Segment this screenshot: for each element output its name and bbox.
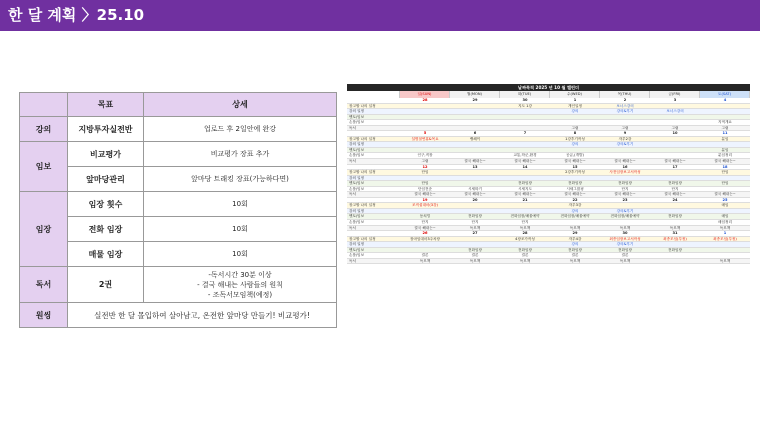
calendar-cell: 결론 <box>571 253 579 258</box>
calendar-cell: 독모책 <box>469 258 481 263</box>
date-row-label <box>347 98 400 103</box>
calendar-row-label: 장고할 나의 일정 <box>349 103 376 108</box>
detail-cell: 10회 <box>144 242 337 267</box>
category-reading: 독서 <box>20 267 68 303</box>
calendar-cell: 결국 해내는~ <box>664 192 686 197</box>
calendar-cell <box>500 109 550 114</box>
calendar-cell: 전화임장 <box>568 247 582 252</box>
calendar-cell <box>450 120 500 125</box>
detail-line: - 조독서모임책(예정) <box>207 290 273 299</box>
category-report: 임보 <box>20 142 68 192</box>
calendar-cell: 독모책 <box>619 258 631 263</box>
calendar-cell <box>650 242 700 247</box>
table-row <box>20 117 337 142</box>
calendar-cell: 동치밍 <box>419 214 431 219</box>
calendar-date: 8 <box>573 131 577 136</box>
calendar-date: 4 <box>723 98 727 102</box>
calendar-cell <box>600 148 650 153</box>
calendar-date: 31 <box>672 231 678 236</box>
calendar-cell <box>500 126 550 131</box>
calendar-cell <box>600 203 650 208</box>
calendar-cell <box>450 104 500 109</box>
calendar-cell <box>700 248 750 253</box>
calendar-cell: 전화임장 <box>468 214 482 219</box>
header-detail: 상세 <box>144 93 337 117</box>
calendar-cell <box>650 153 700 158</box>
calendar-cell <box>500 242 550 247</box>
detail-cell: 10회 <box>144 217 337 242</box>
calendar-date: 16 <box>622 164 628 169</box>
calendar-cell <box>650 170 700 175</box>
calendar-date: 24 <box>672 197 678 202</box>
calendar-cell: 단임 <box>721 170 729 175</box>
calendar-cell: 분임 <box>721 136 729 141</box>
calendar-cell <box>450 109 500 114</box>
calendar-cell: 전화임장 <box>668 181 682 186</box>
calendar-cell: 4장조가작성 <box>515 236 535 241</box>
calendar-date: 22 <box>572 197 578 202</box>
calendar-row-label: 독서 <box>349 225 356 230</box>
table-row <box>20 192 337 217</box>
calendar-row-label: 멘토/임보 <box>349 247 365 252</box>
calendar-cell <box>450 237 500 242</box>
detail-cell <box>144 267 337 303</box>
date-row-label <box>347 131 400 136</box>
calendar-cell <box>450 148 500 153</box>
calendar-cell: 매임정리 <box>718 220 732 225</box>
calendar-cell <box>450 203 500 208</box>
header-goal: 목표 <box>68 93 144 117</box>
calendar-cell: 강의&후기 <box>616 142 634 147</box>
calendar-row-label: 멘토/임보 <box>349 147 365 152</box>
calendar-date: 19 <box>422 197 428 202</box>
table-row <box>20 142 337 167</box>
calendar-week <box>347 131 750 164</box>
calendar-cell: 결국 해내는~ <box>664 159 686 164</box>
calendar-cell <box>700 104 750 109</box>
day-header-wed: 수(WED) <box>550 91 600 98</box>
calendar-body <box>347 98 750 264</box>
calendar-date: 9 <box>623 131 627 136</box>
calendar-cell: 강의 <box>571 242 579 247</box>
calendar-cell <box>550 120 600 125</box>
calendar-cell: 단지 <box>471 220 479 225</box>
calendar-cell <box>600 176 650 181</box>
calendar-date: 12 <box>422 164 428 169</box>
calendar-date: 29 <box>572 231 578 236</box>
calendar-cell: 시세지도 <box>518 186 532 191</box>
calendar-cell <box>400 109 450 114</box>
calendar-cell: 단지 <box>421 220 429 225</box>
calendar-cell <box>400 242 450 247</box>
calendar-cell <box>500 115 550 120</box>
goal-cell: 매물 임장 <box>68 242 144 267</box>
calendar-cell: 강의&후기 <box>616 208 634 213</box>
calendar-cell: 결론 <box>521 253 529 258</box>
calendar-week <box>347 165 750 198</box>
calendar-cell <box>400 104 450 109</box>
calendar-cell: 뱅쇄이 <box>469 136 481 141</box>
calendar-cell <box>650 104 700 109</box>
goal-cell: 임장 횟수 <box>68 192 144 217</box>
calendar-cell <box>500 176 550 181</box>
calendar-cell: 강의&후기 <box>616 242 634 247</box>
detail-line: - 결국 해내는 사람들의 원칙 <box>197 280 283 289</box>
table-row <box>20 242 337 267</box>
calendar-cell <box>400 115 450 120</box>
calendar-cell: 독모책 <box>519 258 531 263</box>
category-lecture: 강의 <box>20 117 68 142</box>
detail-cell: 앞마당 트래킹 장표(가능하다면) <box>144 167 337 192</box>
goal-cell: 지방투자실전반 <box>68 117 144 142</box>
calendar-cell <box>700 187 750 192</box>
calendar-cell: 결론 <box>471 253 479 258</box>
category-field: 임장 <box>20 192 68 267</box>
calendar-date: 30 <box>622 231 628 236</box>
calendar-cell <box>400 209 450 214</box>
calendar-cell: 분임 <box>721 147 729 152</box>
calendar-cell: 결국 해내는~ <box>514 192 536 197</box>
calendar-cell: 설명절연휴&목요 <box>411 136 439 141</box>
table-row <box>20 217 337 242</box>
calendar-date: 25 <box>722 197 728 202</box>
calendar-row-label: 강의 일정 <box>349 109 365 114</box>
calendar-cell: 전화임장 <box>668 247 682 252</box>
day-header-sun: 일(SUN) <box>400 91 450 98</box>
calendar-cell <box>650 148 700 153</box>
goal-cell: 전화 임장 <box>68 217 144 242</box>
date-row-label <box>347 165 400 170</box>
calendar-cell <box>400 120 450 125</box>
goal-table <box>19 92 337 328</box>
calendar-date: 21 <box>522 197 528 202</box>
calendar-cell <box>450 181 500 186</box>
calendar-date: 26 <box>422 231 428 236</box>
calendar-cell: 강의 <box>571 109 579 114</box>
calendar-cell <box>700 109 750 114</box>
calendar-row-label: 독서 <box>349 159 356 164</box>
calendar-cell: 전화임장/매물예약 <box>610 214 640 219</box>
calendar-date: 13 <box>472 164 478 169</box>
calendar-row-label: 장고할 나의 일정 <box>349 170 376 175</box>
calendar-cell: 보너스강의 <box>666 109 684 114</box>
calendar-date: 28 <box>522 231 528 236</box>
calendar-date: 11 <box>722 131 728 136</box>
calendar-row-label: 손품/임보 <box>349 253 365 258</box>
header-blank <box>20 93 68 117</box>
calendar-date: 17 <box>672 164 678 169</box>
calendar-cell <box>700 115 750 120</box>
calendar-row-label: 장고할 나의 일정 <box>349 203 376 208</box>
calendar-cell: 전화임장/매물예약 <box>560 214 590 219</box>
calendar-cell: 분임정리 <box>718 153 732 158</box>
calendar-cell: 전화임장 <box>618 247 632 252</box>
calendar-cell: 개인일정 <box>568 103 582 108</box>
calendar-cell <box>500 137 550 142</box>
calendar-cell: 단임 <box>421 170 429 175</box>
calendar-cell: 독모책 <box>569 225 581 230</box>
calendar-cell <box>450 153 500 158</box>
calendar-cell: 결국 해내는~ <box>514 159 536 164</box>
detail-line: -독서시간 30분 이상 <box>208 270 272 279</box>
date-row-label <box>347 198 400 203</box>
calendar-cell: 독모책 <box>719 225 731 230</box>
calendar-cell: 결국 해내는~ <box>464 192 486 197</box>
calendar-cell <box>650 137 700 142</box>
calendar-cell: 그림 <box>571 125 579 130</box>
calendar-cell: 그림 <box>421 159 429 164</box>
calendar-cell: 매임 <box>721 214 729 219</box>
calendar-date: 6 <box>473 131 477 136</box>
calendar-cell <box>600 120 650 125</box>
calendar-cell: 최종모임(투정) <box>663 236 687 241</box>
goal-table-header <box>20 93 337 117</box>
calendar-cell <box>650 220 700 225</box>
calendar-date: 18 <box>722 164 728 169</box>
calendar-cell: 결국 해내는~ <box>614 192 636 197</box>
calendar-row <box>347 259 750 265</box>
calendar-cell <box>550 176 600 181</box>
calendar-row-label: 멘토/임보 <box>349 214 365 219</box>
calendar-cell <box>600 153 650 158</box>
calendar-date: 15 <box>572 164 578 169</box>
calendar-cell: 결국 해내는~ <box>564 159 586 164</box>
calendar-cell <box>450 209 500 214</box>
calendar-date: 29 <box>472 98 478 102</box>
date-row-label <box>347 231 400 236</box>
calendar-row-label: 독서 <box>349 258 356 263</box>
calendar-cell <box>650 209 700 214</box>
calendar-cell <box>400 176 450 181</box>
calendar-cell: 최종모임(투정) <box>713 236 737 241</box>
calendar-cell: 단임 <box>421 181 429 186</box>
calendar-cell <box>650 120 700 125</box>
calendar-row-label: 손품/임보 <box>349 220 365 225</box>
calendar-row-label: 독서 <box>349 125 356 130</box>
calendar-cell: 강의 <box>571 208 579 213</box>
calendar-cell <box>400 248 450 253</box>
calendar-cell: 전화임장 <box>618 181 632 186</box>
calendar-cell: 시세따기 <box>468 186 482 191</box>
calendar-cell: 단임 <box>721 181 729 186</box>
calendar-cell: 지역개요 <box>718 120 732 125</box>
calendar-cell <box>450 242 500 247</box>
calendar-row-label: 강의 일정 <box>349 142 365 147</box>
calendar-cell <box>550 148 600 153</box>
calendar-cell: 결국 해내는~ <box>414 225 436 230</box>
calendar-date: 7 <box>523 131 527 136</box>
calendar-cell <box>450 126 500 131</box>
day-header-fri: 금(FRI) <box>650 91 700 98</box>
table-row <box>20 167 337 192</box>
calendar-week <box>347 231 750 264</box>
onething-cell: 실전반 한 달 몰입하여 살아남고, 온전한 앞마당 만들기! 비교평가! <box>68 303 337 328</box>
category-onething: 원씽 <box>20 303 68 328</box>
calendar-cell: 단지 <box>671 186 679 191</box>
calendar-cell <box>650 203 700 208</box>
detail-cell: 10회 <box>144 192 337 217</box>
calendar-cell: 결국 해내는~ <box>614 159 636 164</box>
calendar-date: 10 <box>672 131 678 136</box>
calendar-date: 30 <box>522 98 528 102</box>
calendar-cell <box>500 170 550 175</box>
calendar-day-headers <box>347 91 750 98</box>
calendar-cell <box>650 253 700 258</box>
calendar-cell: 장마임대마3주차장 <box>409 236 441 241</box>
calendar-cell <box>500 203 550 208</box>
goal-cell: 2권 <box>68 267 144 303</box>
calendar-date: 1 <box>723 231 727 236</box>
day-header-sat: 토(SAT) <box>700 91 750 98</box>
calendar-cell <box>550 220 600 225</box>
calendar-cell: 지도 1강 <box>518 103 532 108</box>
calendar-date: 23 <box>622 197 628 202</box>
calendar-cell <box>600 220 650 225</box>
calendar-cell <box>700 176 750 181</box>
calendar-cell: 결국 해내는~ <box>564 192 586 197</box>
calendar-cell: 자투4강 <box>568 236 582 241</box>
calendar-cell <box>500 148 550 153</box>
calendar-cell <box>600 115 650 120</box>
calendar-row-label: 강의 일정 <box>349 242 365 247</box>
calendar-cell: 교통,학군,환경 <box>513 153 537 158</box>
calendar-row-label: 손품/임보 <box>349 186 365 191</box>
calendar-cell: 그림 <box>721 125 729 130</box>
day-header-blank <box>347 91 400 98</box>
calendar-cell: 시세그룹핑 <box>566 186 584 191</box>
calendar-date: 28 <box>422 98 428 102</box>
calendar-row-label: 손품/임보 <box>349 120 365 125</box>
calendar-cell <box>400 126 450 131</box>
calendar-cell: 조직섭대마(3강) <box>412 203 438 208</box>
calendar-cell: 결국 해내는~ <box>464 159 486 164</box>
goal-cell: 앞마당관리 <box>68 167 144 192</box>
calendar-date: 27 <box>472 231 478 236</box>
calendar-cell <box>400 148 450 153</box>
calendar-date: 14 <box>522 164 528 169</box>
calendar-cell: 결론 <box>421 253 429 258</box>
calendar-row-label: 장고할 나의 일정 <box>349 136 376 141</box>
calendar-cell: 전화임장 <box>518 247 532 252</box>
calendar-cell: 1강후기작성 <box>565 136 585 141</box>
detail-cell: 업로드 후 2일안에 완강 <box>144 117 337 142</box>
calendar-week <box>347 98 750 131</box>
calendar-cell <box>450 170 500 175</box>
calendar-row-label: 강의 일정 <box>349 208 365 213</box>
calendar-cell: 사전임장보고서작성 <box>609 170 641 175</box>
calendar-cell <box>700 142 750 147</box>
day-header-mon: 월(MON) <box>450 91 500 98</box>
goal-cell: 비교평가 <box>68 142 144 167</box>
calendar-cell: 자투3강 <box>568 203 582 208</box>
calendar-date: 5 <box>423 131 427 136</box>
calendar-cell <box>400 142 450 147</box>
calendar-cell: 전화임장 <box>468 247 482 252</box>
calendar-cell <box>650 115 700 120</box>
calendar-date: 20 <box>472 197 478 202</box>
detail-cell: 비교평가 장표 추가 <box>144 142 337 167</box>
calendar-row-label: 강의 일정 <box>349 175 365 180</box>
calendar-cell <box>450 142 500 147</box>
calendar-cell <box>650 259 700 264</box>
calendar-cell: 전화임장 <box>668 214 682 219</box>
calendar-cell <box>650 142 700 147</box>
calendar-cell <box>700 253 750 258</box>
calendar-cell: 독모책 <box>619 225 631 230</box>
calendar-cell: 그림 <box>671 125 679 130</box>
calendar-cell <box>550 115 600 120</box>
calendar-row-label: 독서 <box>349 192 356 197</box>
calendar <box>347 84 750 341</box>
calendar-cell: 독모책 <box>669 225 681 230</box>
calendar-cell: 강의&후기 <box>616 109 634 114</box>
calendar-cell: 독모책 <box>519 225 531 230</box>
calendar-cell: 단지 <box>621 186 629 191</box>
calendar-cell: 보너스강의 <box>616 103 634 108</box>
calendar-cell <box>450 115 500 120</box>
calendar-cell <box>500 120 550 125</box>
calendar-week <box>347 198 750 231</box>
calendar-row-label: 멘토/임보 <box>349 114 365 119</box>
calendar-date: 1 <box>573 98 577 102</box>
calendar-cell: 독모책 <box>419 258 431 263</box>
calendar-cell: 자투2강 <box>618 136 632 141</box>
calendar-date: 2 <box>623 98 627 102</box>
calendar-title: 날짜목적 2025 년 10 월 캘린더 <box>347 84 750 91</box>
calendar-row-label: 손품/임보 <box>349 153 365 158</box>
calendar-cell: 독모책 <box>469 225 481 230</box>
calendar-cell: 독모책 <box>569 258 581 263</box>
calendar-cell: 전화임장 <box>568 181 582 186</box>
calendar-cell <box>450 176 500 181</box>
calendar-cell: 강의 <box>571 142 579 147</box>
calendar-cell: 그림 <box>621 125 629 130</box>
calendar-cell: 공급,(개발) <box>566 153 584 158</box>
calendar-cell: 최종임장보고서작성 <box>609 236 641 241</box>
calendar-cell <box>700 209 750 214</box>
calendar-cell <box>700 242 750 247</box>
page-title: 한 달 계획 〉25.10 <box>0 0 760 31</box>
calendar-cell: 전화임장 <box>518 181 532 186</box>
calendar-cell: 인구,직장 <box>417 153 433 158</box>
calendar-cell <box>650 176 700 181</box>
table-row <box>20 267 337 303</box>
day-header-thu: 목(THU) <box>600 91 650 98</box>
calendar-cell <box>500 142 550 147</box>
calendar-date: 3 <box>673 98 677 102</box>
calendar-cell: 단지 <box>521 220 529 225</box>
calendar-cell: 결국 해내는~ <box>714 159 736 164</box>
calendar-row-label: 멘토/임보 <box>349 181 365 186</box>
calendar-cell <box>500 209 550 214</box>
day-header-tue: 화(TUE) <box>500 91 550 98</box>
calendar-cell: 결국 해내는~ <box>714 192 736 197</box>
calendar-row-label: 장고할 나의 일정 <box>349 236 376 241</box>
table-row <box>20 303 337 328</box>
calendar-cell: 매임 <box>721 203 729 208</box>
calendar-cell: 독모책 <box>719 258 731 263</box>
calendar-cell: 결국 해내는~ <box>414 192 436 197</box>
calendar-cell: 단임전준 <box>418 186 432 191</box>
calendar-cell: 전화임장/매물예약 <box>510 214 540 219</box>
calendar-cell: 결론 <box>621 253 629 258</box>
calendar-cell: 2강후기작성 <box>565 170 585 175</box>
